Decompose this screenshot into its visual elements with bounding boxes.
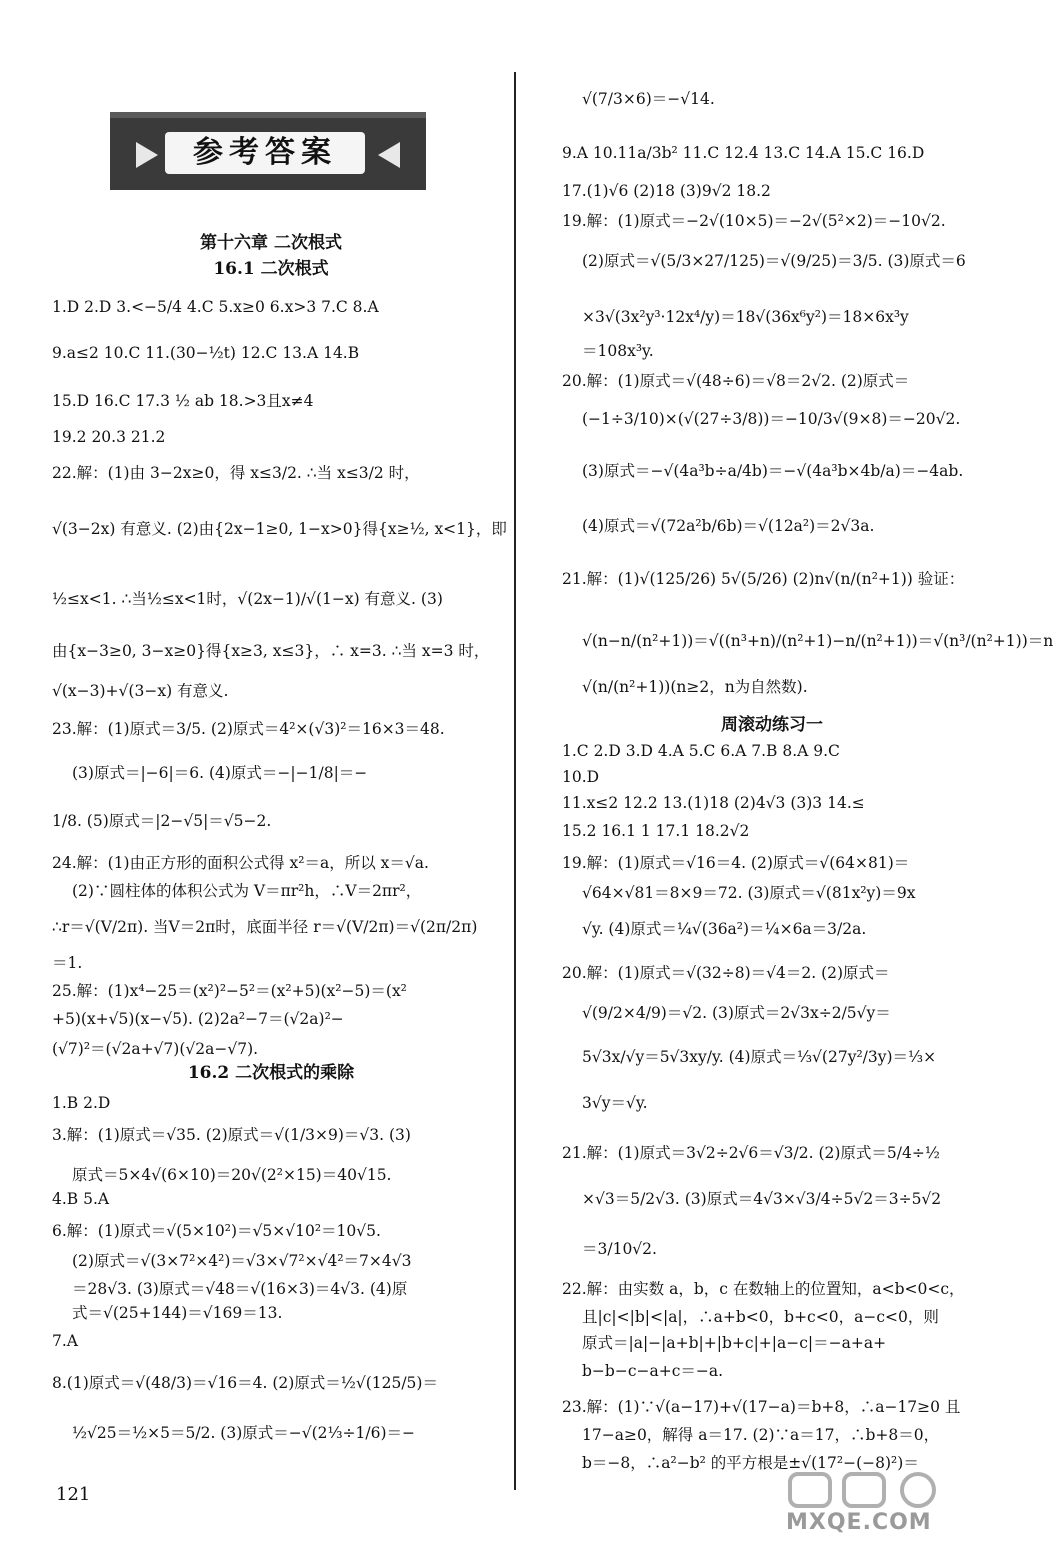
answer-line: 17.(1)√6 (2)18 (3)9√2 18.2 bbox=[562, 182, 771, 200]
column-divider bbox=[514, 72, 516, 1490]
answer-line: 17−a≥0，解得 a＝17. (2)∵a＝17，∴b+8＝0， bbox=[582, 1426, 940, 1444]
chapter-title: 第十六章 二次根式 bbox=[200, 233, 342, 253]
answer-line: 1.C 2.D 3.D 4.A 5.C 6.A 7.B 8.A 9.C bbox=[562, 742, 840, 760]
answer-line: 22.解：由实数 a，b，c 在数轴上的位置知，a<b<0<c， bbox=[562, 1280, 965, 1298]
answer-line: √(9/2×4/9)＝√2. (3)原式＝2√3x÷2/5√y＝ bbox=[582, 1004, 891, 1022]
answer-line: ×√3＝5/2√3. (3)原式＝4√3×√3/4÷5√2＝3÷5√2 bbox=[582, 1190, 942, 1208]
answer-line: √(7/3×6)＝−√14. bbox=[582, 90, 715, 108]
answer-line: (2)原式＝√(5/3×27/125)＝√(9/25)＝3/5. (3)原式＝6 bbox=[582, 252, 966, 270]
answer-line: 19.解：(1)原式＝√16＝4. (2)原式＝√(64×81)＝ bbox=[562, 854, 910, 872]
answer-line: (3)原式＝−√(4a³b÷a/4b)＝−√(4a³b×4b/a)＝−4ab. bbox=[582, 462, 964, 480]
answer-line: 1.D 2.D 3.<−5/4 4.C 5.x≥0 6.x>3 7.C 8.A bbox=[52, 298, 379, 316]
answer-line: 19.2 20.3 21.2 bbox=[52, 428, 166, 446]
answer-line: 1/8. (5)原式＝|2−√5|＝√5−2. bbox=[52, 812, 272, 830]
answer-line: 9.A 10.11a/3b² 11.C 12.4 13.C 14.A 15.C 16.D bbox=[562, 144, 925, 162]
answer-line: ＝28√3. (3)原式＝√48＝√(16×3)＝4√3. (4)原 bbox=[72, 1280, 408, 1298]
answer-line: (2)∵圆柱体的体积公式为 V＝πr²h，∴V＝2πr²， bbox=[72, 882, 422, 900]
answer-line: 19.解：(1)原式＝−2√(10×5)＝−2√(5²×2)＝−10√2. bbox=[562, 212, 946, 230]
banner-title: 参考答案 bbox=[165, 132, 365, 174]
answer-line: 20.解：(1)原式＝√(32÷8)＝√4＝2. (2)原式＝ bbox=[562, 964, 890, 982]
answer-line: b＝−8，∴a²−b² 的平方根是±√(17²−(−8)²)＝ bbox=[582, 1454, 919, 1472]
page-number: 121 bbox=[56, 1484, 91, 1505]
answer-line: 5√3x/√y＝5√3xy/y. (4)原式＝⅓√(27y²/3y)＝⅓× bbox=[582, 1048, 937, 1066]
answer-banner bbox=[110, 112, 426, 190]
answer-line: √(3−2x) 有意义. (2)由{2x−1≥0, 1−x>0}得{x≥½, x<1}，即 bbox=[52, 520, 507, 538]
answer-line: 10.D bbox=[562, 768, 600, 786]
answer-line: ×3√(3x²y³·12x⁴/y)＝18√(36x⁶y²)＝18×6x³y bbox=[582, 308, 909, 326]
answer-line: 15.D 16.C 17.3 ½ ab 18.>3且x≠4 bbox=[52, 392, 314, 410]
answer-line: 原式＝5×4√(6×10)＝20√(2²×15)＝40√15. bbox=[72, 1166, 392, 1184]
answer-line: 15.2 16.1 1 17.1 18.2√2 bbox=[562, 822, 750, 840]
answer-line: (3)原式＝|−6|＝6. (4)原式＝−|−1/8|＝− bbox=[72, 764, 368, 782]
watermark-text: MXQE.COM bbox=[786, 1510, 932, 1535]
answer-line: ∴r＝√(V/2π). 当V＝2π时，底面半径 r＝√(V/2π)＝√(2π/2π) bbox=[52, 918, 478, 936]
answer-line: 原式＝|a|−|a+b|+|b+c|+|a−c|＝−a+a+ bbox=[582, 1334, 887, 1352]
answer-line: √(n−n/(n²+1))＝√((n³+n)/(n²+1)−n/(n²+1))＝√(n³/(n²+1))＝n bbox=[582, 632, 1053, 650]
answer-line: 7.A bbox=[52, 1332, 78, 1350]
section-title: 周滚动练习一 bbox=[721, 715, 823, 735]
answer-line: ½√25＝½×5＝5/2. (3)原式＝−√(2⅓÷1/6)＝− bbox=[72, 1424, 416, 1442]
answer-line: 3.解：(1)原式＝√35. (2)原式＝√(1/3×9)＝√3. (3) bbox=[52, 1126, 411, 1144]
answer-line: 9.a≤2 10.C 11.(30−½t) 12.C 13.A 14.B bbox=[52, 344, 360, 362]
answer-line: (4)原式＝√(72a²b/6b)＝√(12a²)＝2√3a. bbox=[582, 517, 875, 535]
answer-line: (√7)²＝(√2a+√7)(√2a−√7). bbox=[52, 1040, 259, 1058]
answer-line: 3√y＝√y. bbox=[582, 1094, 648, 1112]
section-title: 16.2 二次根式的乘除 bbox=[187, 1063, 355, 1083]
answer-line: 21.解：(1)原式＝3√2÷2√6＝√3/2. (2)原式＝5/4÷½ bbox=[562, 1144, 940, 1162]
answer-line: √y. (4)原式＝¼√(36a²)＝¼×6a＝3/2a. bbox=[582, 920, 867, 938]
answer-line: +5)(x+√5)(x−√5). (2)2a²−7＝(√2a)²− bbox=[52, 1010, 344, 1028]
answer-line: √64×√81＝8×9＝72. (3)原式＝√(81x²y)＝9x bbox=[582, 884, 916, 902]
answer-line: ＝108x³y. bbox=[582, 342, 654, 360]
answer-line: 24.解：(1)由正方形的面积公式得 x²＝a，所以 x＝√a. bbox=[52, 854, 429, 872]
section-title: 16.1 二次根式 bbox=[213, 259, 329, 279]
answer-line: √(x−3)+√(3−x) 有意义. bbox=[52, 682, 229, 700]
answer-line: 23.解：(1)∵√(a−17)+√(17−a)＝b+8，∴a−17≥0 且 bbox=[562, 1398, 961, 1416]
answer-line: 25.解：(1)x⁴−25＝(x²)²−5²＝(x²+5)(x²−5)＝(x² bbox=[52, 982, 407, 1000]
answer-line: (−1÷3/10)×(√(27÷3/8))＝−10/3√(9×8)＝−20√2. bbox=[582, 410, 961, 428]
answer-line: 20.解：(1)原式＝√(48÷6)＝√8＝2√2. (2)原式＝ bbox=[562, 372, 910, 390]
answer-line: b−b−c−a+c＝−a. bbox=[582, 1362, 724, 1380]
answer-line: 23.解：(1)原式＝3/5. (2)原式＝4²×(√3)²＝16×3＝48. bbox=[52, 720, 445, 738]
answer-line: 由{x−3≥0, 3−x≥0}得{x≥3, x≤3}，∴ x=3. ∴当 x=3 时， bbox=[52, 642, 490, 660]
arrow-left-icon bbox=[378, 142, 400, 168]
answer-line: (2)原式＝√(3×7²×4²)＝√3×√7²×√4²＝7×4√3 bbox=[72, 1252, 412, 1270]
answer-line: 8.(1)原式＝√(48/3)＝√16＝4. (2)原式＝½√(125/5)＝ bbox=[52, 1374, 438, 1392]
arrow-right-icon bbox=[136, 142, 158, 168]
watermark-logo bbox=[786, 1470, 992, 1538]
answer-line: 6.解：(1)原式＝√(5×10²)＝√5×√10²＝10√5. bbox=[52, 1222, 381, 1240]
answer-line: 11.x≤2 12.2 13.(1)18 (2)4√3 (3)3 14.≤ bbox=[562, 794, 865, 812]
answer-line: 式＝√(25+144)＝√169＝13. bbox=[72, 1304, 283, 1322]
answer-line: 21.解：(1)√(125/26) 5√(5/26) (2)n√(n/(n²+1)) 验证： bbox=[562, 570, 965, 588]
answer-line: √(n/(n²+1))(n≥2，n为自然数). bbox=[582, 678, 808, 696]
answer-line: 且|c|<|b|<|a|，∴a+b<0，b+c<0，a−c<0，则 bbox=[582, 1308, 939, 1326]
answer-line: 1.B 2.D bbox=[52, 1094, 111, 1112]
answer-line: ＝1. bbox=[52, 954, 83, 972]
answer-line: ½≤x<1. ∴当½≤x<1时，√(2x−1)/√(1−x) 有意义. (3) bbox=[52, 590, 443, 608]
answer-line: 22.解：(1)由 3−2x≥0，得 x≤3/2. ∴当 x≤3/2 时， bbox=[52, 464, 420, 482]
answer-line: ＝3/10√2. bbox=[582, 1240, 657, 1258]
answer-line: 4.B 5.A bbox=[52, 1190, 110, 1208]
